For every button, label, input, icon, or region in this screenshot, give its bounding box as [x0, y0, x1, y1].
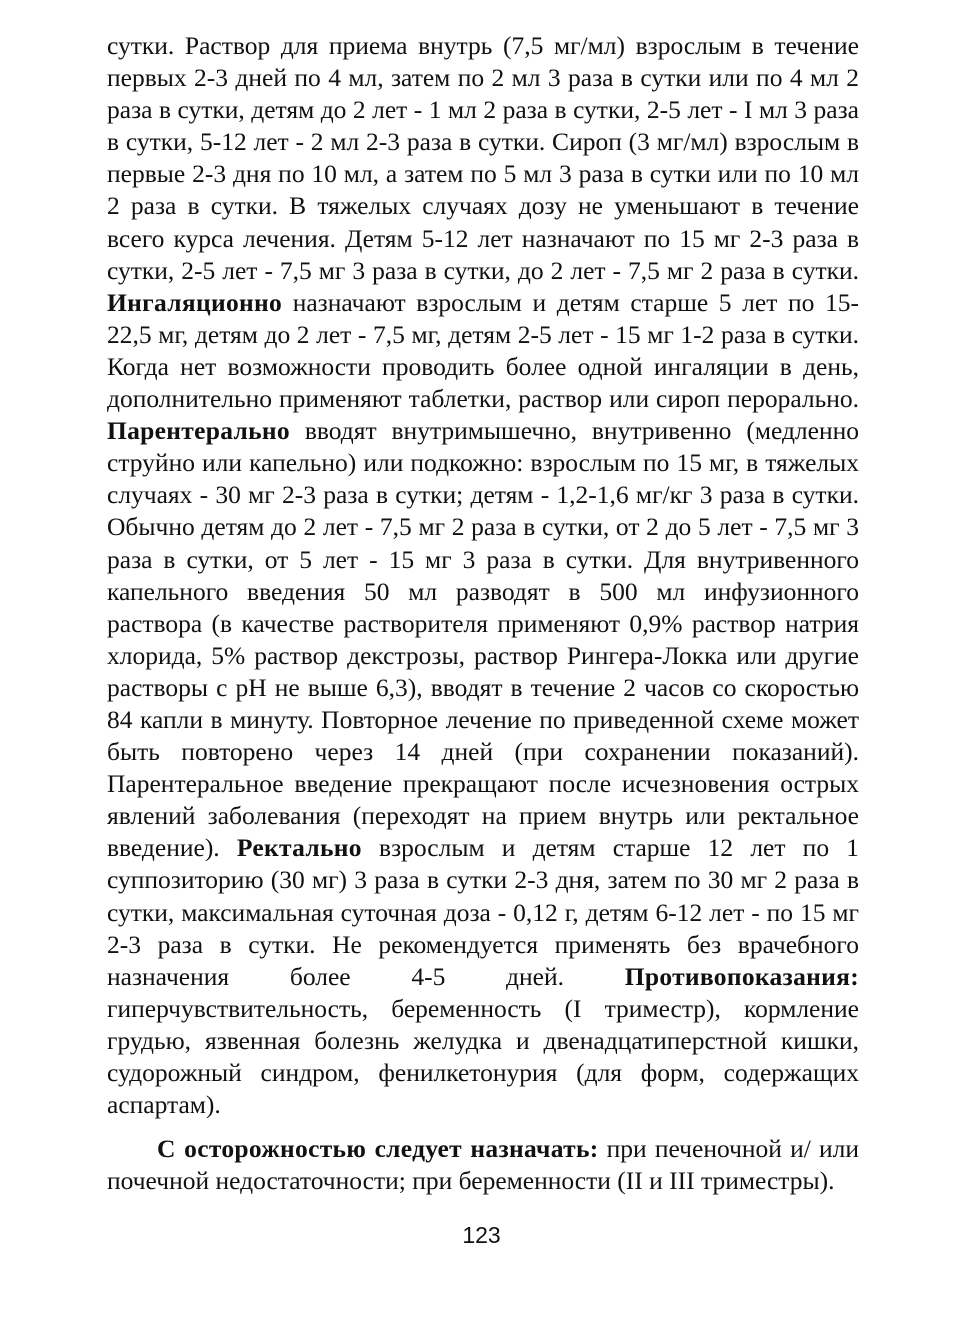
bold-term-caution: С осторожностью следует назначать: — [157, 1134, 599, 1164]
text-run: гиперчувствительность, беременность (I триместр), кормление грудью, язвенная болезнь желудка и двенадцатиперстной кишки, судорожный синдром, фенилкетонурия (для форм, содержащих аспартам). — [107, 993, 859, 1120]
paragraph-dosage — [107, 30, 859, 1121]
text-run: при печеночной и/ или почечной недостаточности; при беременности (II и III триместры). — [107, 1134, 859, 1196]
bold-term-parenteral: Парентерально — [107, 416, 290, 446]
text-run: взрослым и детям старше 12 лет по 1 суппозиторию (30 мг) 3 раза в сутки 2-3 дня, затем по 30 мг 2 раза в сутки, максимальная суточная доза - 0,12 г, детям 6-12 лет - по 15 мг 2-3 раза в сутки. Не рекомендуется применять без врачебного назначения более 4-5 дней. — [107, 833, 859, 991]
text-run: вводят внутримышечно, внутривенно (медленно струйно или капельно) или подкожно: взрослым по 15 мг, в тяжелых случаях - 30 мг 2-3 раза в сутки; детям - 1,2-1,6 мг/кг 3 раза в сутки. Обычно детям до 2 лет - 7,5 мг 2 раза в сутки, от 2 до 5 лет - 7,5 мг 3 раза в сутки, от 5 лет - 15 мг 3 раза в сутки. Для внутривенного капельного введения 50 мл разводят в 500 мл инфузионного раствора (в качестве растворителя применяют 0,9% раствор натрия хлорида, 5% раствор декстрозы, раствор Рингера-Локка или другие растворы с рН не выше 6,3), вводят в течение 2 часов со скоростью 84 капли в минуту. Повторное лечение по приведенной схеме может быть повторено через 14 дней (при сохранении показаний). Парентеральное введение прекращают после исчезновения острых явлений заболевания (переходят на прием внутрь или ректальное введение). — [107, 416, 859, 863]
document-body — [107, 30, 859, 1197]
text-run: назначают взрослым и детям старше 5 лет по 15-22,5 мг, детям до 2 лет - 7,5 мг, детям 2-5 лет - 15 мг 1-2 раза в сутки. Когда нет возможности проводить более одной ингаляции в день, дополнительно применяют таблетки, раствор или сироп перорально. — [107, 287, 859, 414]
text-run: сутки. Раствор для приема внутрь (7,5 мг/мл) взрослым в течение первых 2-3 дней по 4 мл, затем по 2 мл 3 раза в сутки или по 4 мл 2 раза в сутки, детям до 2 лет - 1 мл 2 раза в сутки, 2-5 лет - I мл 3 раза в сутки, 5-12 лет - 2 мл 2-3 раза в сутки. Сироп (3 мг/мл) взрослым в первые 2-3 дня по 10 мл, а затем по 5 мл 3 раза в сутки или по 10 мл 2 раза в сутки. В тяжелых случаях дозу не уменьшают в течение всего курса лечения. Детям 5-12 лет назначают по 15 мг 2-3 раза в сутки, 2-5 лет - 7,5 мг 3 раза в сутки, до 2 лет - 7,5 мг 2 раза в сутки. — [107, 31, 859, 285]
paragraph-caution — [107, 1133, 859, 1197]
bold-term-contraindications: Противопоказания: — [624, 961, 859, 991]
page-number: 123 — [462, 1222, 501, 1248]
bold-term-inhalation: Ингаляционно — [107, 287, 283, 317]
bold-term-rectal: Ректально — [236, 833, 362, 863]
